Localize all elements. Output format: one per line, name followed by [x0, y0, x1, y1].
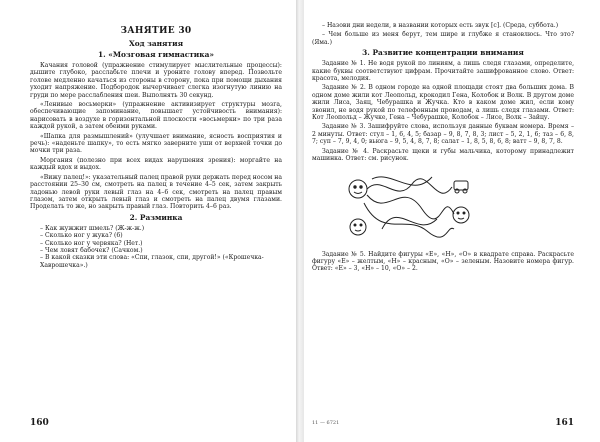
- dialogue-line: – Чем ловят бабочек? (Сачком.): [40, 246, 143, 254]
- dialogue-line: – Сколько ног у червяка? (Нет.): [40, 239, 143, 247]
- task-paragraph: Задание № 2. В одном городе на одной площади стоят два больших дома. В одном доме жили кот Леопольд, крокодил Гена, Колобок и Волк. В другом доме жили Лиса, Заяц, Чебурашка и Жучка. Кто в каком доме жил, если кому звонил, не водя рукой по телефонным проводам, а лишь следя глазами. Ответ: Кот Леопольд – Жучке, Гена – Чебурашке, Колобок – Лисе, Волк – Зайцу.: [312, 84, 574, 122]
- paragraph: – Назови дни недели, в названии которых есть звук [с]. (Среда, суббота.): [322, 22, 559, 29]
- page-number: 160: [30, 418, 49, 428]
- task-paragraph: Задание № 5. Найдите фигуры «Е», «Н», «О» в квадрате справа. Раскрасьте фигуру «Е» – желтым, «Н» – красным, «О» – зеленым. Назовите номера фигур. Ответ: «Е» – 3, «Н» – 10, «О» – 2.: [312, 250, 574, 273]
- paragraph: «Шапка для размышлений» (улучшает внимание, ясность восприятия и речь): «наденьте шапку», то есть мягко заверните уши от верхней точки до мочки три раза.: [30, 132, 282, 155]
- section-heading: 1. «Мозговая гимнастика»: [97, 50, 215, 59]
- paragraph: «Ленивые восьмерки» (упражнение активизирует структуры мозга, обеспечивающие запоминание, повышает устойчивость внимания): нарисовать в воздухе в горизонтальной плоскости «восьмерки» по три раза каждой рукой, а затем обеими руками.: [30, 101, 282, 131]
- left-page: [0, 0, 296, 442]
- maze-illustration: [342, 169, 472, 243]
- dialogue-line: – В какой сказки эти слова: «Спи, глазок, спи, другой!» («Крошечка-Хаврошечка».): [40, 254, 264, 269]
- right-page: [296, 0, 600, 442]
- paragraph: Качания головой (упражнение стимулирует мыслительные процессы): дышите глубоко, расслабьте плечи и уроните голову вперед. Позвольте голове медленно качаться из стороны в сторону, пока при помощи дыхания уходит напряжение. Подбородок вычерчивает слегка изогнутую линию на груди по мере расслабления шеи. Выполнять 30 секунд.: [30, 62, 282, 99]
- task-paragraph: Задание № 4. Раскрасьте щеки и губы мальчика, которому принадлежит машинка. Ответ: см. рисунок.: [312, 147, 574, 163]
- paragraph: – Чем больше из меня берут, тем шире и глубже я становлюсь. Что это? (Яма.): [312, 31, 574, 46]
- page-number: 161: [555, 418, 574, 428]
- course-heading: Ход занятия: [128, 39, 184, 48]
- task-paragraph: Задание № 3. Зашифруйте слова, используя данные буквам номера. Время – 2 минуты. Ответ: стул – 1, 6, 4, 5; базар – 9, 8, 7, 8, 3; лист – 5, 2, 1, 6; таз – 6, 8, 7; суп – 7, 9, 4, 0; вьюга – 9, 5, 4, 8, 7, 8; салат – 1, 8, 5, 8, 6, 8; ватт – 9, 8, 7, 8.: [312, 123, 574, 146]
- section-heading: 3. Развитие концентрации внимания: [362, 48, 524, 58]
- dialogue-line: – Сколько ног у жука? (6): [40, 232, 123, 240]
- lesson-title: ЗАНЯТИЕ 30: [120, 26, 192, 36]
- dialogue-line: – Как жужжит шмель? (Ж-ж-ж.): [40, 224, 145, 232]
- section-heading: 2. Разминка: [129, 212, 183, 222]
- task-paragraph: Задание № 1. Не водя рукой по линиям, а лишь следя глазами, определите, какие буквы соответствуют цифрам. Прочитайте зашифрованное слово. Ответ: красота, мелодия.: [312, 60, 574, 83]
- signature-mark: 11 — 6721: [312, 420, 340, 426]
- paragraph: Моргания (полезно при всех видах нарушения зрения): моргайте на каждый вдох и выдох.: [30, 156, 282, 172]
- paragraph: «Вижу палец!»: указательный палец правой руки держать перед носом на расстоянии 25–30 см, смотреть на палец в течение 4–5 сек, затем закрыть ладонью левой руки левый глаз на 4–6 сек, смотреть на палец правым глазом, затем открыть левый глаз и смотреть на палец двумя глазами. Проделать то же, но закрыть правый глаз. Повторить 4–6 раз.: [30, 173, 282, 211]
